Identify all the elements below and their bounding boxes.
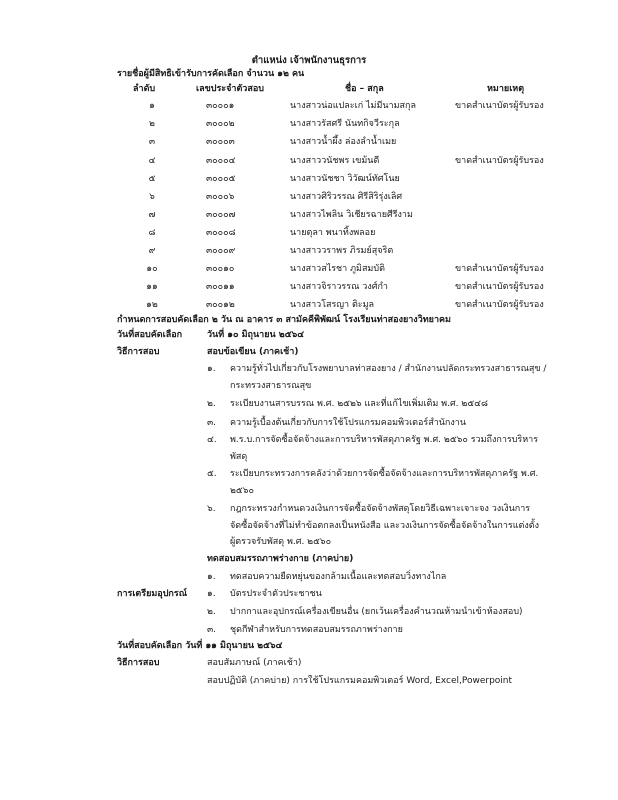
list-number: ๑. — [207, 572, 216, 582]
row-remark: ขาดสำเนาบัตรผู้รับรอง — [455, 156, 544, 166]
list-item-line: ๒๕๖๐ — [230, 486, 254, 496]
header-no: ลำดับ — [133, 84, 156, 94]
row-code: ๓๐๐๐๕ — [206, 174, 236, 184]
list-item-line: บัตรประจำตัวประชาชน — [230, 589, 322, 599]
row-no: ๖ — [149, 192, 155, 202]
row-remark: ขาดสำเนาบัตรผู้รับรอง — [455, 300, 544, 310]
row-no: ๙ — [148, 246, 156, 256]
day1-label: วันที่สอบคัดเลือก — [117, 330, 183, 340]
list-item-line: ความรู้ทั่วไปเกี่ยวกับโรงพยาบาลท่าสองยาง / สำนักงานปลัดกระทรวงสาธารณสุข / — [230, 364, 547, 374]
row-name: นางสาวสไรชา ภูมิสมบัติ — [290, 264, 385, 274]
row-code: ๓๐๐๐๙ — [206, 246, 236, 256]
row-no: ๘ — [148, 228, 156, 238]
header-remark: หมายเหตุ — [487, 84, 525, 94]
day2-label: วันที่สอบคัดเลือก วันที่ ๑๑ มิถุนายน ๒๕๖๔ — [117, 641, 283, 651]
list-number: ๓. — [207, 625, 217, 635]
row-remark: ขาดสำเนาบัตรผู้รับรอง — [455, 264, 544, 274]
list-item-line: ความรู้เบื้องต้นเกี่ยวกับการใช้โปรแกรมคอมพิวเตอร์สำนักงาน — [230, 418, 466, 428]
row-name: นางสาววนัชพร เขม้นดี — [290, 156, 380, 166]
row-name: นางสาวน้ำผึ้ง ล่องลำน้ำเมย — [290, 137, 397, 147]
row-no: ๒ — [149, 119, 155, 129]
row-no: ๑๒ — [146, 300, 158, 310]
row-code: ๓๐๐๐๑ — [206, 101, 235, 111]
list-number: ๔. — [207, 435, 217, 445]
row-no: ๕ — [148, 174, 156, 184]
list-item-line: กฎกระทรวงกำหนดวงเงินการจัดซื้อจัดจ้างพัสดุโดยวิธีเฉพาะเจาะจง วงเงินการ — [230, 504, 531, 514]
list-number: ๑. — [207, 364, 216, 374]
header-code: เลขประจำตัวสอบ — [196, 84, 264, 94]
row-name: นางสาวนัชชา วิวัฒน์ทัศโนย — [290, 174, 400, 184]
day1-method-label: วิธีการสอบ — [117, 347, 160, 357]
row-code: ๓๐๐๐๖ — [206, 192, 235, 202]
exam-schedule-venue: กำหนดการสอบคัดเลือก ๒ วัน ณ อาคาร ๓ สามัคคีพิพัฒน์ โรงเรียนท่าสองยางวิทยาคม — [117, 315, 451, 325]
list-number: ๒. — [207, 399, 216, 409]
row-no: ๔ — [148, 156, 156, 166]
list-item-line: จัดซื้อจัดจ้างที่ไม่ทำข้อตกลงเป็นหนังสือ และวงเงินการจัดซื้อจัดจ้างในการแต่งตั้ง — [230, 521, 539, 531]
list-number: ๑. — [207, 589, 216, 599]
position-title: ตำแหน่ง เจ้าพนักงานธุรการ — [251, 55, 367, 66]
list-item-line: ผู้ตรวจรับพัสดุ พ.ศ. ๒๕๖๐ — [230, 537, 332, 547]
row-code: ๓๐๐๐๘ — [206, 228, 236, 238]
list-number: ๖. — [207, 504, 216, 514]
list-item-line: ทดสอบความยืดหยุ่นของกล้ามเนื้อและทดสอบวิ่งทางไกล — [230, 572, 447, 582]
written-exam-heading: สอบข้อเขียน (ภาคเช้า) — [207, 347, 299, 357]
row-code: ๓๐๐๐๔ — [206, 156, 236, 166]
row-code: ๓๐๐๐๗ — [206, 210, 236, 220]
row-name: นางสาววราพร ภิรมย์สุจริต — [290, 246, 394, 256]
list-item-line: ระเบียบกระทรวงการคลังว่าด้วยการจัดซื้อจัดจ้างและการบริหารพัสดุภาครัฐ พ.ศ. — [230, 469, 539, 479]
list-item-line: ระเบียบงานสารบรรณ พ.ศ. ๒๕๒๖ และที่แก้ไขเพิ่มเติม พ.ศ. ๒๕๔๘ — [230, 399, 488, 409]
day2-method-label: วิธีการสอบ — [117, 658, 160, 668]
row-name: นายตุลา พนาทิ้งพลอย — [290, 228, 376, 238]
list-item-line: ชุดกีฬาสำหรับการทดสอบสมรรถภาพร่างกาย — [230, 625, 403, 635]
row-remark: ขาดสำเนาบัตรผู้รับรอง — [455, 282, 544, 292]
row-name: นางสาวน่อแปละเก่ ไม่มีนามสกุล — [290, 101, 416, 111]
list-item-line: ปากกาและอุปกรณ์เครื่องเขียนอื่น (ยกเว้นเครื่องคำนวณห้ามนำเข้าห้องสอบ) — [230, 607, 523, 617]
row-no: ๑๐ — [146, 264, 158, 274]
row-no: ๑ — [149, 101, 155, 111]
header-name: ชื่อ – สกุล — [345, 84, 384, 94]
row-name: นางสาวศิริวรรณ ศิรีสิริรุ่งเลิศ — [290, 192, 403, 202]
row-code: ๓๐๐๑๐ — [206, 264, 235, 274]
row-no: ๑๑ — [146, 282, 158, 292]
row-remark: ขาดสำเนาบัตรผู้รับรอง — [455, 101, 544, 111]
candidate-list-heading: รายชื่อผู้มีสิทธิเข้ารับการคัดเลือก จำนวน ๑๒ คน — [117, 69, 305, 79]
row-code: ๓๐๐๑๑ — [206, 282, 235, 292]
row-code: ๓๐๐๑๒ — [206, 300, 235, 310]
row-no: ๗ — [148, 210, 156, 220]
row-no: ๓ — [148, 137, 156, 147]
practical-text: สอบปฏิบัติ (ภาคบ่าย) การใช้โปรแกรมคอมพิวเตอร์ Word, Excel,Powerpoint — [207, 676, 513, 686]
list-item-line: พ.ร.บ.การจัดซื้อจัดจ้างและการบริหารพัสดุภาครัฐ พ.ศ. ๒๕๖๐ รวมถึงการบริหาร — [230, 435, 539, 445]
row-name: นางสาวโสรญา ติะมูล — [290, 300, 375, 310]
list-number: ๓. — [207, 418, 217, 428]
day1-date: วันที่ ๑๐ มิถุนายน ๒๕๖๔ — [207, 330, 305, 340]
list-number: ๕. — [207, 469, 217, 479]
list-number: ๒. — [207, 607, 216, 617]
equipment-label: การเตรียมอุปกรณ์ — [117, 589, 188, 599]
row-code: ๓๐๐๐๒ — [206, 119, 235, 129]
row-name: นางสาวจิราวรรณ วงศ์กำ — [290, 282, 388, 292]
row-name: นางสาวไพลิน วิเชียรฉายศีรีงาม — [290, 210, 413, 220]
physical-test-heading: ทดสอบสมรรถภาพร่างกาย (ภาคบ่าย) — [207, 554, 354, 564]
list-item-line: กระทรวงสาธารณสุข — [230, 381, 312, 391]
row-name: นางสาวรัสศรี นันทกิจวีระกุล — [290, 119, 400, 129]
row-code: ๓๐๐๐๓ — [206, 137, 235, 147]
list-item-line: พัสดุ — [230, 452, 248, 462]
interview-text: สอบสัมภาษณ์ (ภาคเช้า) — [207, 658, 302, 668]
